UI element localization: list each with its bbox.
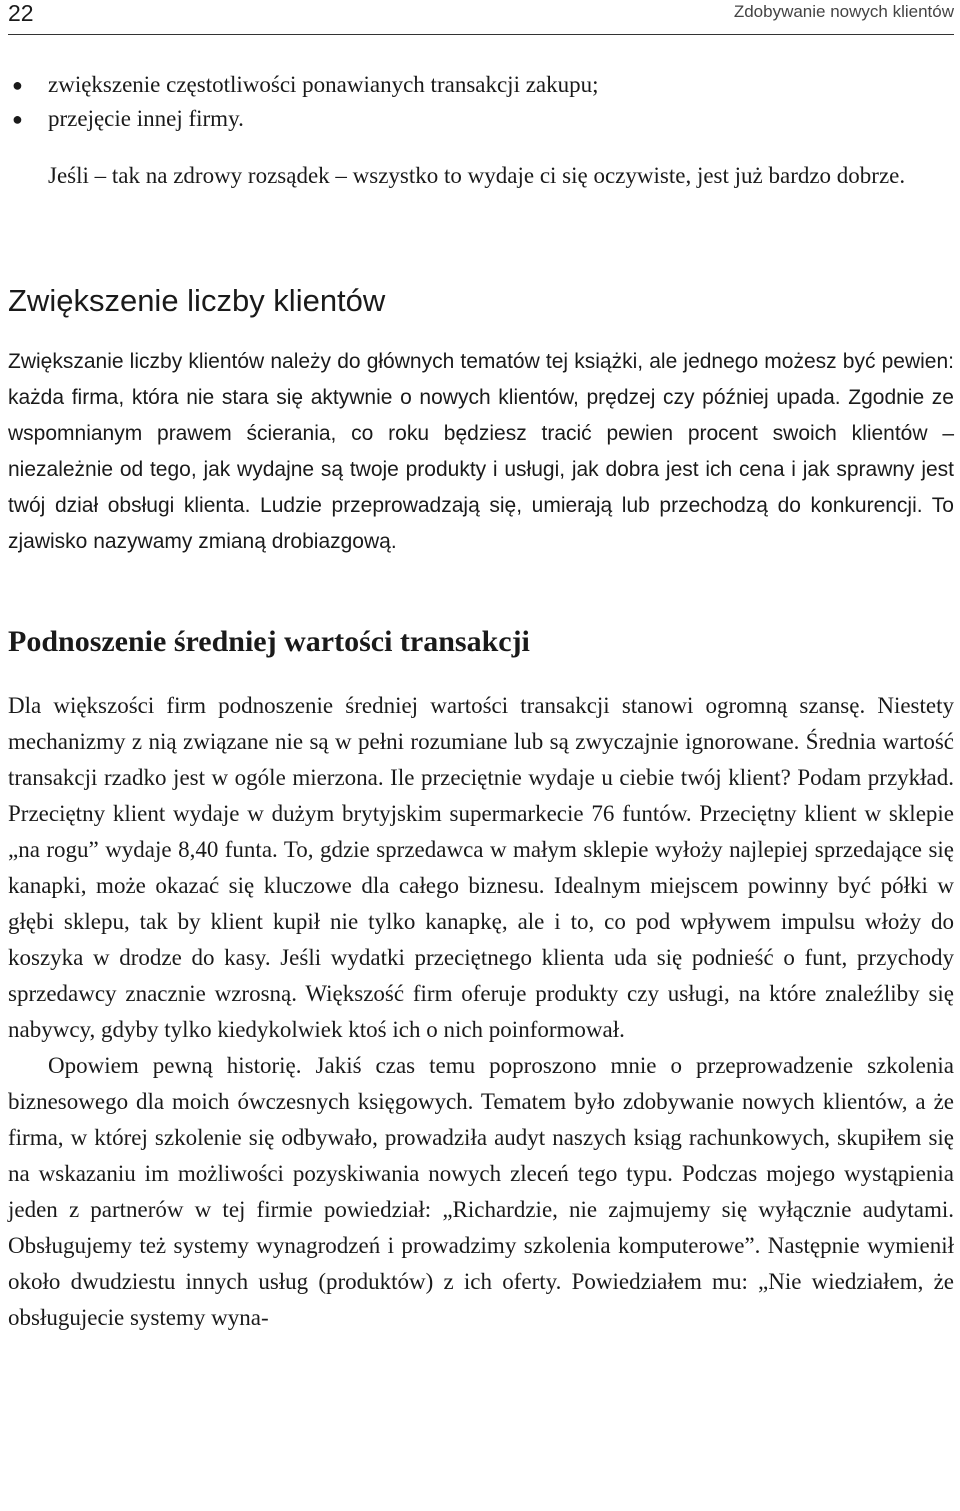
list-item — [8, 102, 954, 136]
intro-paragraph: Jeśli – tak na zdrowy rozsądek – wszystko to wydaje ci się oczywiste, jest już bardzo dobrze. — [48, 163, 906, 188]
list-item-text: przejęcie innej firmy. — [48, 106, 244, 131]
page-number: 22 — [8, 0, 34, 26]
section-paragraph-liczby: Zwiększanie liczby klientów należy do głównych tematów tej książki, ale jednego możesz być pewien: każda firma, która nie stara się aktywnie o nowych klientów, prędzej czy później upada. Zgodnie ze wspomnianym prawem ścierania, co roku będziesz tracić pewien procent swoich klientów – niezależnie od tego, jak wydajne są twoje produkty i usługi, jak dobra jest ich cena i jak sprawny jest twój dział obsługi klienta. Ludzie przeprowadzają się, umierają lub przechodzą do konkurencji. To zjawisko nazywamy zmianą drobiazgową. — [8, 350, 954, 553]
running-title: Zdobywanie nowych klientów — [733, 2, 954, 21]
section-paragraph-srednia: Dla większości firm podnoszenie średniej wartości transakcji stanowi ogromną szansę. Niestety mechanizmy z nią związane nie są w pełni rozumiane lub są zwyczajnie ignorowane. Średnia wartość transakcji rzadko jest w ogóle mierzona. Ile przeciętnie wydaje u ciebie twój klient? Podam przykład. Przeciętny klient wydaje w dużym brytyjskim supermarkecie 76 funtów. Przeciętny klient w sklepie „na rogu” wydaje 8,40 funta. To, gdzie sprzedawca w małym sklepie wyłoży najlepiej sprzedające się kanapki, może okazać się kluczowe dla całego biznesu. Idealnym miejscem powinny być półki w głębi sklepu, tak by klient kupił nie tylko kanapkę, ale i to, co pod wpływem impulsu włoży do koszyka w drodze do kasy. Jeśli wydatki przeciętnego klienta uda się podnieść o funt, przychody sprzedawcy znacznie wzrosną. Większość firm oferuje produkty czy usługi, na które znaleźliby się nabywcy, gdyby tylko kiedykolwiek ktoś ich o nich poinformował. — [8, 693, 954, 1042]
section-paragraph-historia: Opowiem pewną historię. Jakiś czas temu poproszono mnie o przeprowadzenie szkolenia biznesowego dla moich ówczesnych księgowych. Tematem było zdobywanie nowych klientów, a że firma, w której szkolenie się odbywało, prowadziła audyt naszych ksiąg rachunkowych, skupiłem się na wskazaniu im możliwości pozyskiwania nowych zleceń tego typu. Podczas mojego wystąpienia jeden z partnerów w tej firmie powiedział: „Richardzie, nie zajmujemy się wyłącznie audytami. Obsługujemy też systemy wynagrodzeń i prowadzimy szkolenia komputerowe”. Następnie wymienił około dwudziestu innych usług (produktów) z ich oferty. Powiedziałem mu: „Nie wiedziałem, że obsługujecie systemy wyna- — [8, 1053, 954, 1330]
list-item — [8, 68, 954, 102]
bullet-list — [8, 68, 954, 136]
bullet-icon: ● — [12, 109, 23, 129]
book-page — [8, 0, 954, 1336]
list-item-text: zwiększenie częstotliwości ponawianych transakcji zakupu; — [48, 72, 599, 97]
running-header — [8, 0, 954, 35]
section-heading-liczby: Zwiększenie liczby klientów — [8, 283, 386, 318]
section-heading-srednia: Podnoszenie średniej wartości transakcji — [8, 625, 530, 658]
bullet-icon: ● — [12, 75, 23, 95]
